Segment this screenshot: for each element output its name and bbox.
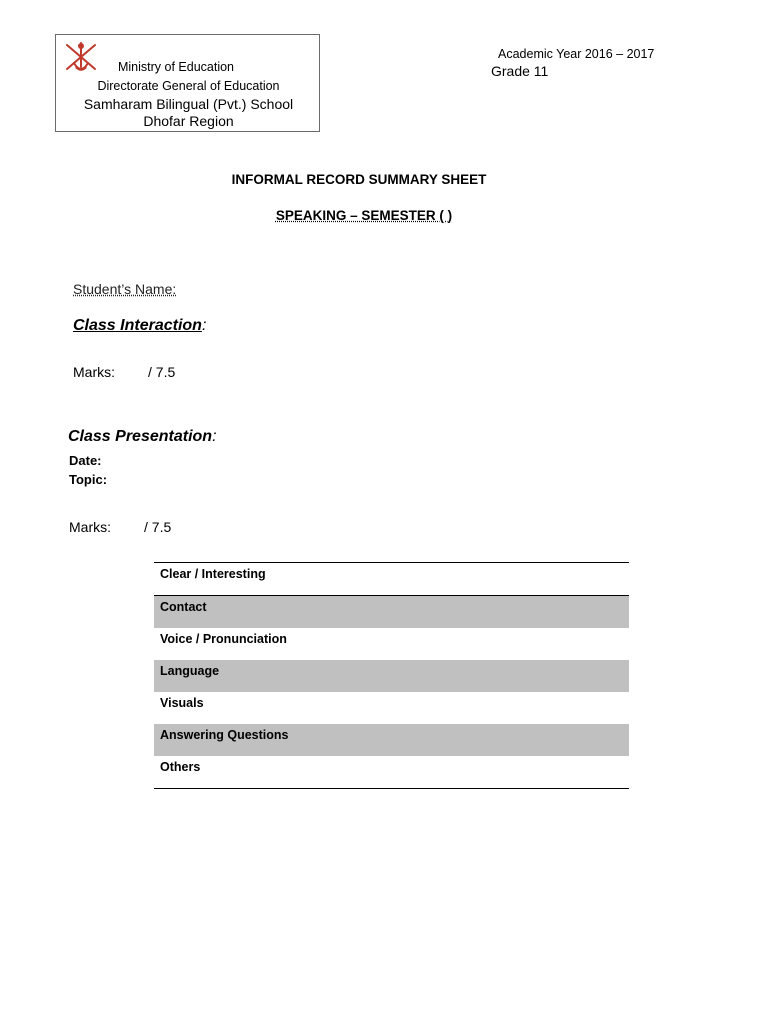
criteria-table: [154, 562, 629, 789]
class-interaction-marks-value: / 7.5: [148, 364, 176, 380]
school-name: Samharam Bilingual (Pvt.) School: [83, 96, 294, 112]
class-interaction-heading-text: Class Interaction: [73, 317, 202, 334]
class-interaction-marks-label: Marks:: [73, 364, 115, 380]
class-presentation-marks-label: Marks:: [69, 519, 111, 535]
criteria-row: [154, 756, 629, 788]
class-presentation-colon: :: [212, 428, 217, 445]
criteria-label: Clear / Interesting: [160, 567, 266, 581]
date-label: Date:: [69, 453, 102, 468]
criteria-row: [154, 660, 629, 692]
sheet-title: INFORMAL RECORD SUMMARY SHEET: [231, 172, 487, 187]
ministry-label: Ministry of Education: [117, 60, 235, 74]
criteria-row: [154, 596, 629, 628]
region-label: Dhofar Region: [143, 113, 234, 129]
topic-label: Topic:: [69, 472, 108, 487]
class-presentation-marks-value: / 7.5: [144, 519, 172, 535]
class-interaction-colon: :: [201, 317, 207, 334]
header-box: [55, 34, 320, 132]
criteria-row: [154, 724, 629, 756]
criteria-label: Contact: [160, 600, 207, 614]
criteria-label: Others: [160, 760, 201, 774]
criteria-label: Language: [160, 664, 220, 678]
class-presentation-heading-text: Class Presentation: [68, 428, 213, 445]
class-interaction-heading: [73, 317, 206, 335]
criteria-label: Answering Questions: [160, 728, 289, 742]
criteria-label: Voice / Pronunciation: [160, 632, 287, 646]
criteria-row: [154, 563, 629, 596]
academic-year: Academic Year 2016 – 2017: [498, 47, 655, 61]
semester-title: SPEAKING – SEMESTER ( ): [275, 208, 453, 223]
criteria-label: Visuals: [160, 696, 204, 710]
criteria-row: [154, 692, 629, 724]
student-name-label: Student’s Name:: [73, 281, 177, 297]
class-presentation-heading: [68, 428, 217, 446]
grade-label: Grade 11: [491, 63, 549, 79]
directorate-label: Directorate General of Education: [97, 79, 280, 93]
criteria-row: [154, 628, 629, 660]
